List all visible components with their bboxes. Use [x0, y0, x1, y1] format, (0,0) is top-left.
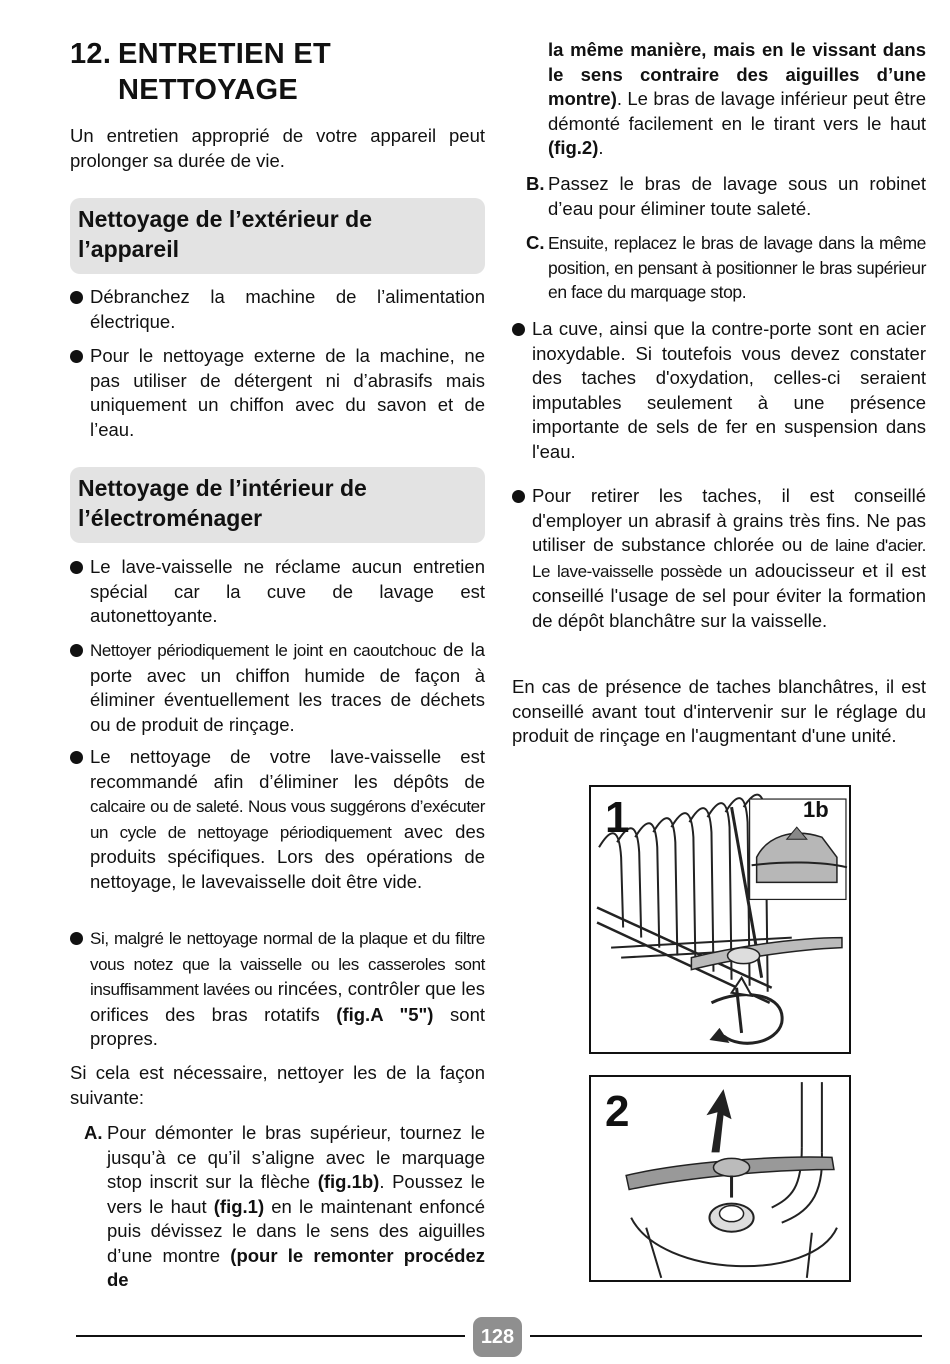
bullet-text: Le lave-vaisselle ne réclame aucun entretien spécial car la cuve de lavage est autonettoyante. [90, 556, 485, 626]
step-text-part: . Le bras de lavage inférieur peut être démonté facilement en le tirant vers le haut [548, 88, 926, 134]
figure-1-label: 1 [605, 793, 630, 842]
step-b-label: B. [526, 173, 545, 194]
interior-heading-box [70, 467, 485, 543]
page-number: 128 [473, 1317, 522, 1357]
step-a-bold-part2: la même manière, mais en le vissant dans le sens contraire des aiguilles d’une montre) [548, 39, 926, 109]
bullet-text-part: de laine d'acier. Le lave-vaisselle possède un [532, 536, 927, 581]
bullet-text-part: adoucisseur et il est conseillé l'usage de sel pour éviter la formation de dépôt blanchâtre sur la vaisselle. [532, 559, 926, 631]
interior-heading [78, 473, 477, 533]
bullet-text-part: Pour retirer les taches, il est conseillé d'employer un abrasif à grains très fins. Ne pas utiliser de substance chlorée ou [532, 485, 926, 555]
bullet-dot-icon [70, 350, 83, 363]
step-b-text: Passez le bras de lavage sous un robinet d’eau pour éliminer toute saleté. [548, 173, 926, 219]
closing-paragraph: En cas de présence de taches blanchâtres, il est conseillé avant tout d'intervenir sur le réglage du produit de rinçage en l'augmentant d'une unité. [512, 676, 926, 746]
step-a-label: A. [84, 1122, 103, 1143]
figure-1b-label: 1b [803, 797, 829, 822]
exterior-heading [78, 204, 477, 264]
exterior-heading-line2: l’appareil [78, 236, 179, 262]
figure-1 [589, 785, 851, 1054]
list-item [70, 638, 485, 737]
step-text-part: Pour démonter le bras supérieur, tournez le jusqu’à ce qu’il s’aligne avec le marquage stop inscrit sur la flèche [107, 1122, 485, 1192]
bullet-text: La cuve, ainsi que la contre-porte sont en acier inoxydable. Si toutefois vous devez constater des taches d'oxydation, celles-ci seraient imputables seulement à une présence importante de sels de fer en suspension dans l'eau. [532, 318, 926, 462]
step-c-text: Ensuite, replacez le bras de lavage dans la même position, en pensant à positionner le bras supérieur en face du marquage stop. [548, 233, 926, 302]
bullet-text [90, 745, 485, 894]
bullet-dot-icon [70, 291, 83, 304]
interior-heading-line1: Nettoyage de l’intérieur de [78, 475, 367, 501]
figure-reference: (fig.2) [548, 137, 599, 158]
figure-reference: (fig.1) [213, 1195, 265, 1217]
bullet-dot-icon [512, 323, 525, 336]
list-item [70, 555, 485, 629]
footer-rule-right [530, 1335, 922, 1337]
list-item [70, 344, 485, 442]
step-text-part: en le maintenant enfoncé puis dévissez le dans le sens des aiguilles d’une montre [107, 1195, 486, 1266]
footer-rule-left [76, 1335, 465, 1337]
section-title-line1: ENTRETIEN ET [118, 38, 332, 70]
step-text-part: . Poussez le vers le haut [107, 1171, 486, 1217]
bullet-dot-icon [70, 751, 83, 764]
exterior-heading-box [70, 198, 485, 274]
interior-heading-line2: l’électroménager [78, 505, 263, 531]
bullet-text-part: rincées, contrôler que les orifices des bras rotatifs [90, 978, 485, 1025]
bullet-text-part: sont propres. [90, 1003, 486, 1049]
section-number: 12. [70, 38, 112, 70]
bullet-dot-icon [70, 644, 83, 657]
step-a-bold-part1: (pour le remonter procédez de [107, 1244, 486, 1290]
list-item [70, 285, 485, 334]
section-title-line2: NETTOYAGE [118, 74, 298, 106]
upper-spray-arm-illustration [591, 787, 849, 1052]
bullet-text: Débranchez la machine de l’alimentation électrique. [90, 286, 485, 332]
bullet-text [532, 484, 926, 633]
step-c [526, 231, 926, 305]
step-text-part: . [598, 137, 604, 158]
list-item [512, 317, 926, 464]
step-a-text-continued [548, 38, 926, 161]
bullet-text-part: de la porte avec un chiffon humide de façon à éliminer éventuellement les traces de déchets ou de produit de rinçage. [90, 639, 485, 735]
figure-reference: (fig.A "5") [336, 1003, 434, 1025]
step-a [84, 1121, 485, 1293]
bullet-text-part: calcaire ou de saleté. Nous vous suggérons d’exécuter un cycle de nettoyage périodiquement [90, 797, 485, 842]
figure-2 [589, 1075, 851, 1282]
bullet-text [90, 926, 485, 1052]
bullet-dot-icon [512, 490, 525, 503]
list-item [70, 745, 485, 894]
step-a-continued [548, 38, 926, 161]
intro-paragraph: Un entretien approprié de votre appareil peut prolonger sa durée de vie. [70, 125, 485, 171]
step-c-label: C. [526, 232, 545, 253]
figure-2-label: 2 [605, 1087, 630, 1136]
step-a-text [107, 1121, 485, 1293]
bullet-text-part: Nettoyer périodiquement le joint en caoutchouc [90, 641, 437, 660]
list-item [512, 484, 926, 633]
procedure-intro: Si cela est nécessaire, nettoyer les de la façon suivante: [70, 1062, 485, 1108]
bullet-text-part: Le nettoyage de votre lave-vaisselle est recommandé afin d’éliminer les dépôts de [90, 746, 485, 792]
step-b [526, 172, 926, 221]
bullet-dot-icon [70, 561, 83, 574]
figure-reference: (fig.1b) [317, 1171, 380, 1192]
exterior-heading-line1: Nettoyage de l’extérieur de [78, 206, 372, 232]
bullet-text: Pour le nettoyage externe de la machine, ne pas utiliser de détergent ni d’abrasifs mais uniquement un chiffon avec du savon et de l’eau. [90, 345, 485, 440]
lower-spray-arm-illustration [591, 1077, 849, 1280]
bullet-text [90, 638, 485, 737]
bullet-text-part: avec des produits spécifiques. Lors des opérations de nettoyage, le lavevaisselle doit être vide. [90, 820, 486, 892]
bullet-text-part: Si, malgré le nettoyage normal de la plaque et du filtre vous notez que la vaisselle ou les casseroles sont insuffisamment lavées ou [90, 929, 485, 999]
bullet-dot-icon [70, 932, 83, 945]
list-item [70, 926, 485, 1052]
